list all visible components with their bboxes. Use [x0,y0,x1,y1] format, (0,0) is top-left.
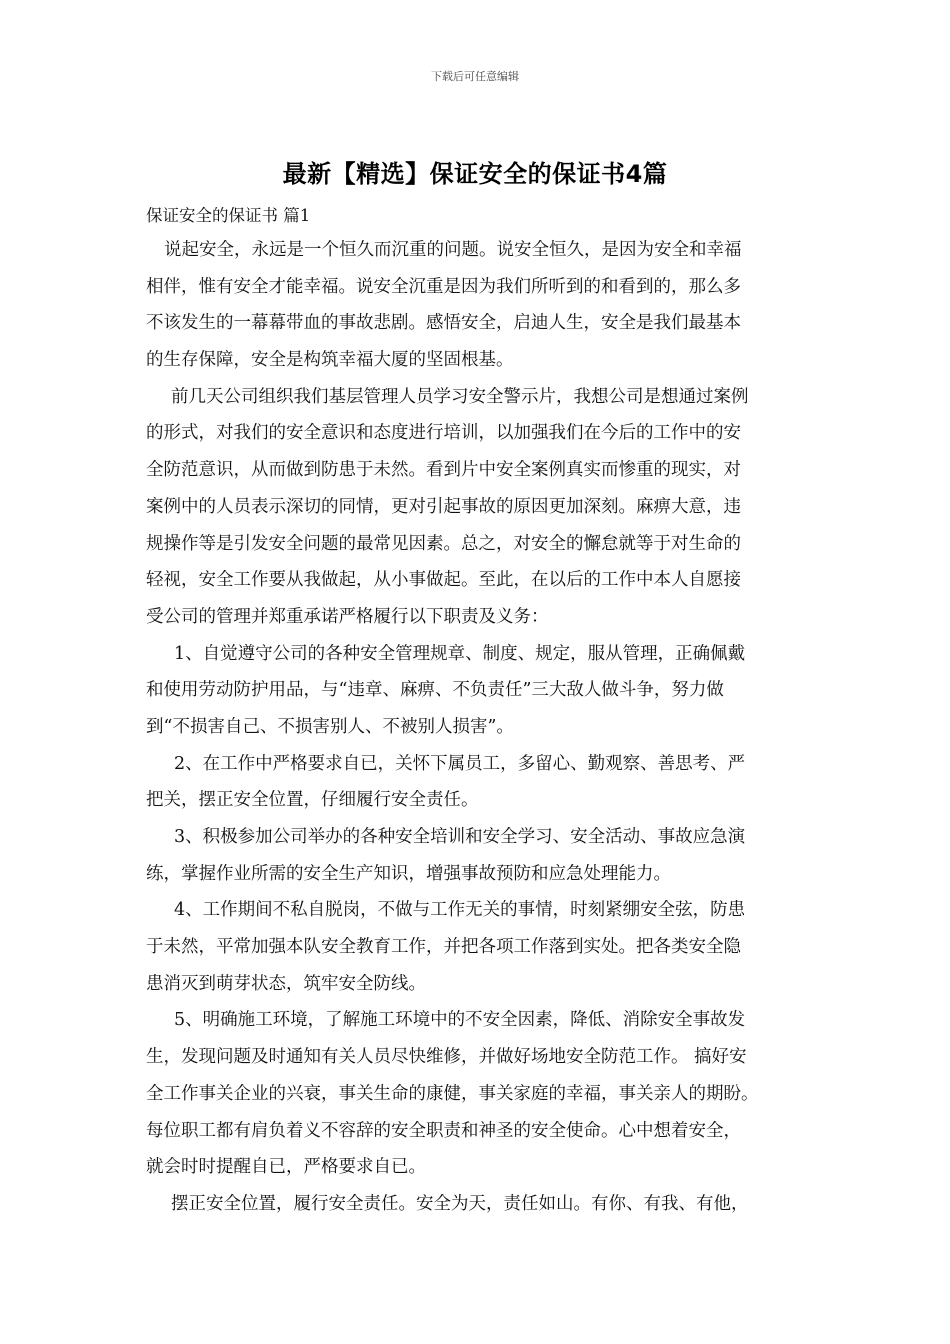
body-line: 全工作事关企业的兴衰，事关生命的康健，事关家庭的幸福，事关亲人的期盼。 [146,1083,759,1104]
body-line: 就会时时提醒自已，严格要求自已。 [146,1157,426,1178]
body-line: 规操作等是引发安全问题的最常见因素。总之，对安全的懈怠就等于对生命的 [146,533,741,554]
header-note: 下载后可任意编辑 [431,70,519,83]
list-item-line: 1、自觉遵守公司的各种安全管理规章、制度、规定，服从管理，正确佩戴 [174,643,746,664]
body-line: 不该发生的一幕幕带血的事故悲剧。感悟安全，启迪人生，安全是我们最基本 [146,313,741,334]
body-line: 受公司的管理并郑重承诺严格履行以下职责及义务： [146,606,549,627]
body-line: 患消灭到萌芽状态，筑牢安全防线。 [146,973,426,994]
body-line: 摆正安全位置，履行安全责任。安全为天，责任如山。有你、有我、有他， [171,1193,749,1214]
body-line: 到“不损害自己、不损害别人、不被别人损害”。 [146,716,514,737]
body-line: 每位职工都有肩负着义不容辞的安全职责和神圣的安全使命。心中想着安全， [146,1120,741,1141]
body-line: 前几天公司组织我们基层管理人员学习安全警示片，我想公司是想通过案例 [171,386,749,407]
body-line: 轻视，安全工作要从我做起，从小事做起。至此，在以后的工作中本人自愿接 [146,570,741,591]
document-title: 最新【精选】保证安全的保证书4篇 [282,160,668,188]
body-line: 的生存保障，安全是构筑幸福大厦的坚固根基。 [146,350,514,371]
body-line: 把关，摆正安全位置，仔细履行安全责任。 [146,790,479,811]
body-line: 练，掌握作业所需的安全生产知识，增强事故预防和应急处理能力。 [146,863,671,884]
list-item-line: 4、工作期间不私自脱岗，不做与工作无关的事情，时刻紧绷安全弦，防患 [174,900,746,921]
body-line: 说起安全，永远是一个恒久而沉重的问题。说安全恒久，是因为安全和幸福 [164,240,742,260]
body-line: 于未然，平常加强本队安全教育工作，并把各项工作落到实处。把各类安全隐 [146,937,741,958]
body-line: 的形式，对我们的安全意识和态度进行培训，以加强我们在今后的工作中的安 [146,423,741,444]
body-line: 案例中的人员表示深切的同情，更对引起事故的原因更加深刻。麻痹大意，违 [146,496,741,517]
body-line: 相伴，惟有安全才能幸福。说安全沉重是因为我们所听到的和看到的，那么多 [146,276,741,297]
list-item-line: 3、积极参加公司举办的各种安全培训和安全学习、安全活动、事故应急演 [174,827,746,847]
document-body [146,232,828,1223]
body-line: 生，发现问题及时通知有关人员尽快维修，并做好场地安全防范工作。 搞好安 [146,1047,747,1068]
section-subtitle: 保证安全的保证书 篇1 [146,206,311,225]
list-item-line: 5、明确施工环境，了解施工环境中的不安全因素，降低、消除安全事故发 [174,1010,746,1031]
list-item-line: 2、在工作中严格要求自已，关怀下属员工，多留心、勤观察、善思考、严 [174,753,746,774]
body-line: 和使用劳动防护用品，与“违章、麻痹、不负责任”三大敌人做斗争，努力做 [146,680,724,701]
body-line: 全防范意识，从而做到防患于未然。看到片中安全案例真实而惨重的现实，对 [146,460,741,481]
